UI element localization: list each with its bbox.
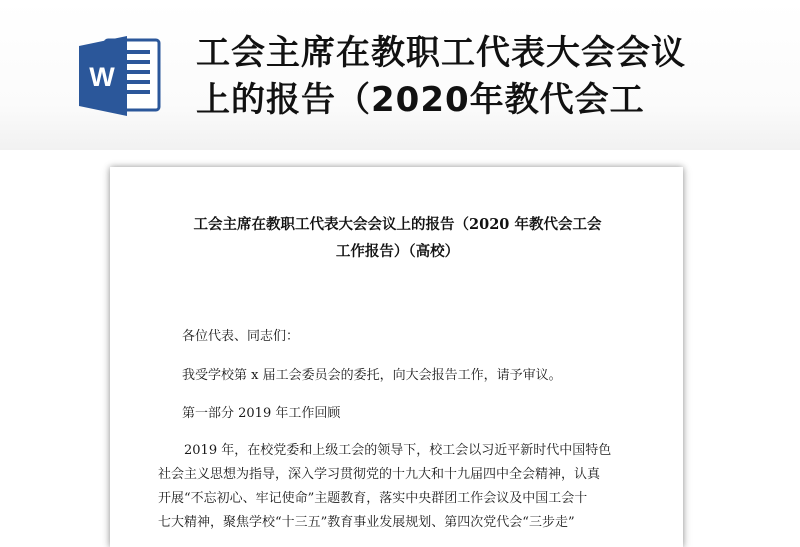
banner-title-line-2: 上的报告（2020年教代会工 [196, 80, 645, 120]
document-title-line-2: 工作报告）（高校） [335, 243, 460, 260]
word-document-icon [75, 30, 165, 120]
section-heading: 第一部分 2019 年工作回顾 [182, 406, 341, 421]
document-title-line-1: 工会主席在教职工代表大会会议上的报告（2020 年教代会工会 [193, 216, 602, 233]
paragraph-line: 七大精神，聚焦学校“十三五”教育事业发展规划、第四次党代会“三步走” [158, 515, 575, 530]
banner-title [196, 30, 786, 124]
body-paragraph [158, 439, 628, 535]
paragraph-line: 2019 年，在校党委和上级工会的领导下，校工会以习近平新时代中国特色 [158, 443, 612, 458]
paragraph-line: 开展“不忘初心、牢记使命”主题教育，落实中央群团工作会议及中国工会十 [158, 491, 588, 506]
preview-banner [0, 0, 800, 150]
document-page-preview [110, 167, 683, 547]
banner-title-line-1: 工会主席在教职工代表大会会议 [196, 33, 686, 73]
word-icon-letter: W [89, 62, 115, 92]
paragraph-line: 社会主义思想为指导，深入学习贯彻党的十九大和十九届四中全会精神，认真 [158, 467, 601, 482]
greeting-line: 各位代表、同志们： [182, 329, 300, 344]
intro-paragraph: 我受学校第 x 届工会委员会的委托，向大会报告工作，请予审议。 [182, 368, 562, 383]
document-title [140, 211, 655, 265]
